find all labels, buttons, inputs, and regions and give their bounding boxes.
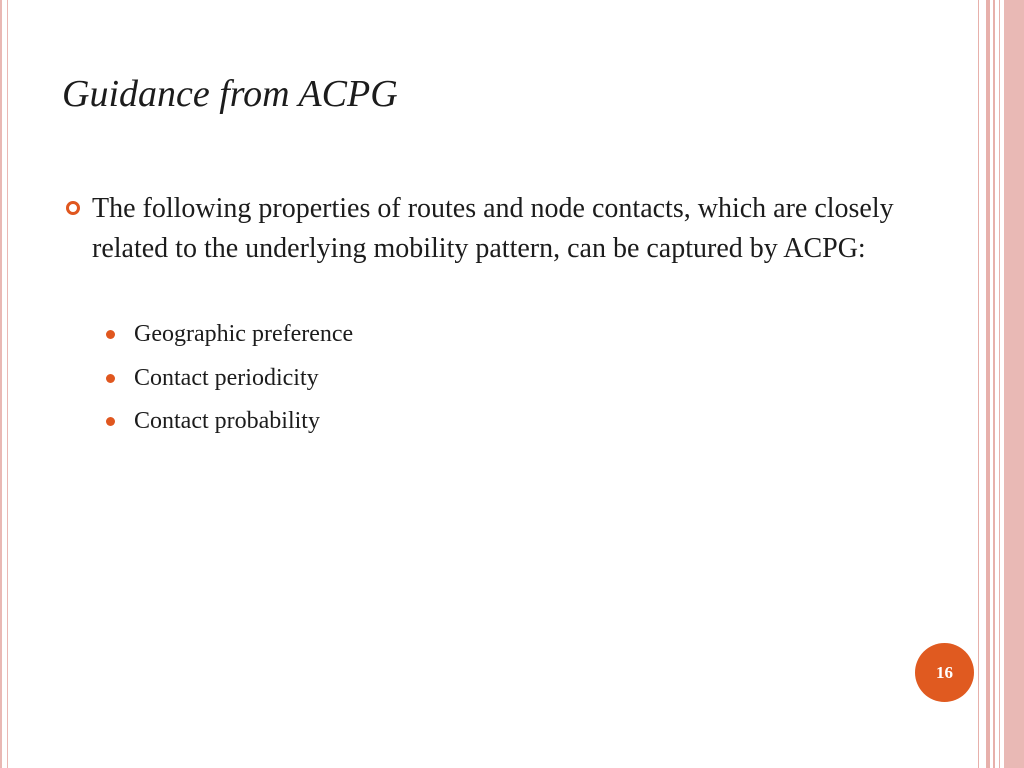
right-border-line (999, 0, 1000, 768)
page-number-badge: 16 (915, 643, 974, 702)
sub-item-contact-periodicity: Contact periodicity (134, 365, 319, 391)
left-border-line (0, 0, 2, 768)
right-border-line (993, 0, 995, 768)
dot-bullet-icon (106, 417, 115, 426)
right-border-band (1004, 0, 1024, 768)
slide-title: Guidance from ACPG (62, 73, 398, 115)
right-border-line (986, 0, 990, 768)
bullet-text: The following properties of routes and node contacts, which are closely related to the underlying mobility pattern, can be captured by ACPG: (92, 193, 894, 264)
left-border-line (7, 0, 8, 768)
dot-bullet-icon (106, 374, 115, 383)
sub-item-contact-probability: Contact probability (134, 408, 320, 434)
dot-bullet-icon (106, 330, 115, 339)
sub-item-geographic-preference: Geographic preference (134, 321, 354, 347)
right-border-line (978, 0, 979, 768)
ring-bullet-icon (66, 201, 80, 215)
